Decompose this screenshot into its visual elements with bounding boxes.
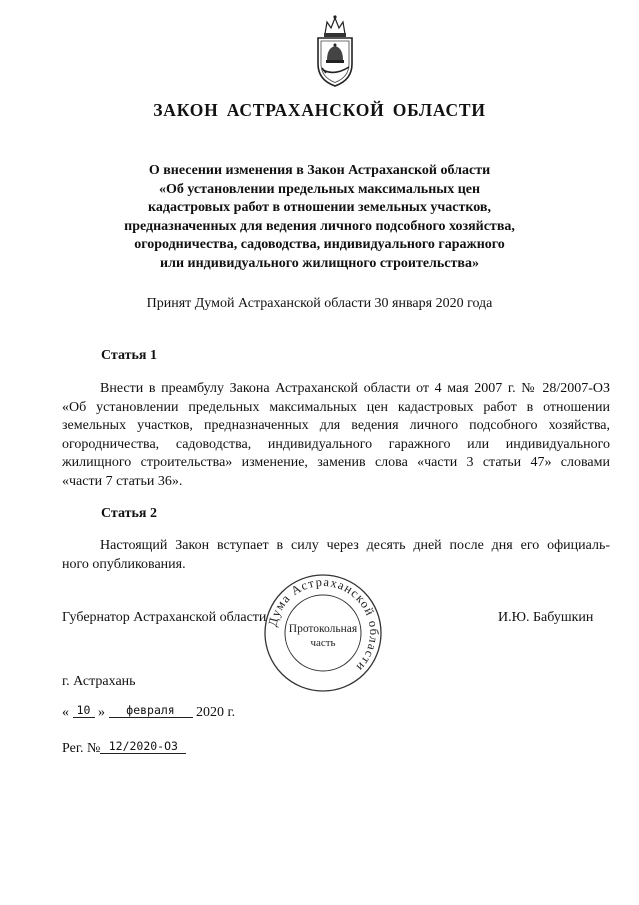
- reg-number: 12/2020-ОЗ: [100, 740, 186, 754]
- date-close-quote: »: [98, 705, 105, 720]
- date-day: 10: [73, 704, 95, 718]
- registration-number: [62, 740, 186, 757]
- signer-name: И.Ю. Бабушкин: [498, 610, 594, 625]
- article-2-heading: Статья 2: [101, 506, 157, 521]
- article-2-text: [62, 537, 610, 574]
- article-1-heading: Статья 1: [101, 348, 157, 363]
- paragraph-line: Настоящий Закон вступает в силу через десять дней после дня его официаль-: [100, 538, 610, 553]
- paragraph-line: земельных участков, предназначенных для ведения личного подсобного хозяйства,: [62, 418, 610, 434]
- paragraph-line: «части 7 статьи 36».: [62, 473, 183, 489]
- paragraph-line: жилищного строительства» изменение, заменив слова «части 3 статьи 47» словами: [62, 455, 610, 471]
- paragraph-line: «Об установлении предельных максимальных цен кадастровых работ в отношении: [62, 399, 610, 415]
- subtitle-line: или индивидуального жилищного строительства»: [160, 255, 479, 271]
- reg-label: Рег. №: [62, 741, 101, 756]
- subtitle-line: огородничества, садоводства, индивидуального гаражного: [134, 237, 505, 253]
- law-subtitle: [0, 162, 639, 274]
- law-title: ЗАКОН АСТРАХАНСКОЙ ОБЛАСТИ: [153, 100, 486, 120]
- subtitle-line: «Об установлении предельных максимальных цен: [158, 181, 481, 197]
- city: г. Астрахань: [62, 674, 136, 689]
- stamp-ring-text: Дума Астраханской области: [265, 574, 382, 675]
- date-year: 2020 г.: [196, 705, 236, 720]
- coat-of-arms-icon: [313, 14, 357, 88]
- subtitle-line: кадастровых работ в отношении земельных участков,: [148, 200, 491, 216]
- paragraph-line: огородничества, садоводства, индивидуального гаражного или индивидуального: [62, 436, 610, 452]
- adoption-statement: Принят Думой Астраханской области 30 января 2020 года: [146, 296, 493, 311]
- subtitle-line: предназначенных для ведения личного подсобного хозяйства,: [124, 218, 515, 234]
- date-open-quote: «: [62, 705, 69, 720]
- paragraph-line: Внести в преамбулу Закона Астраханской области от 4 мая 2007 г. № 28/2007-ОЗ: [100, 381, 610, 396]
- signer-position: Губернатор Астраханской области: [62, 610, 267, 625]
- paragraph-line: ного опубликования.: [62, 556, 186, 572]
- stamp-center-line-2: часть: [310, 637, 336, 649]
- subtitle-line: О внесении изменения в Закон Астраханской области: [148, 163, 491, 178]
- official-stamp: [262, 572, 384, 694]
- signing-date: [62, 704, 235, 721]
- article-1-text: [62, 380, 610, 492]
- date-month: февраля: [109, 704, 193, 718]
- stamp-center-line-1: Протокольная: [288, 623, 358, 635]
